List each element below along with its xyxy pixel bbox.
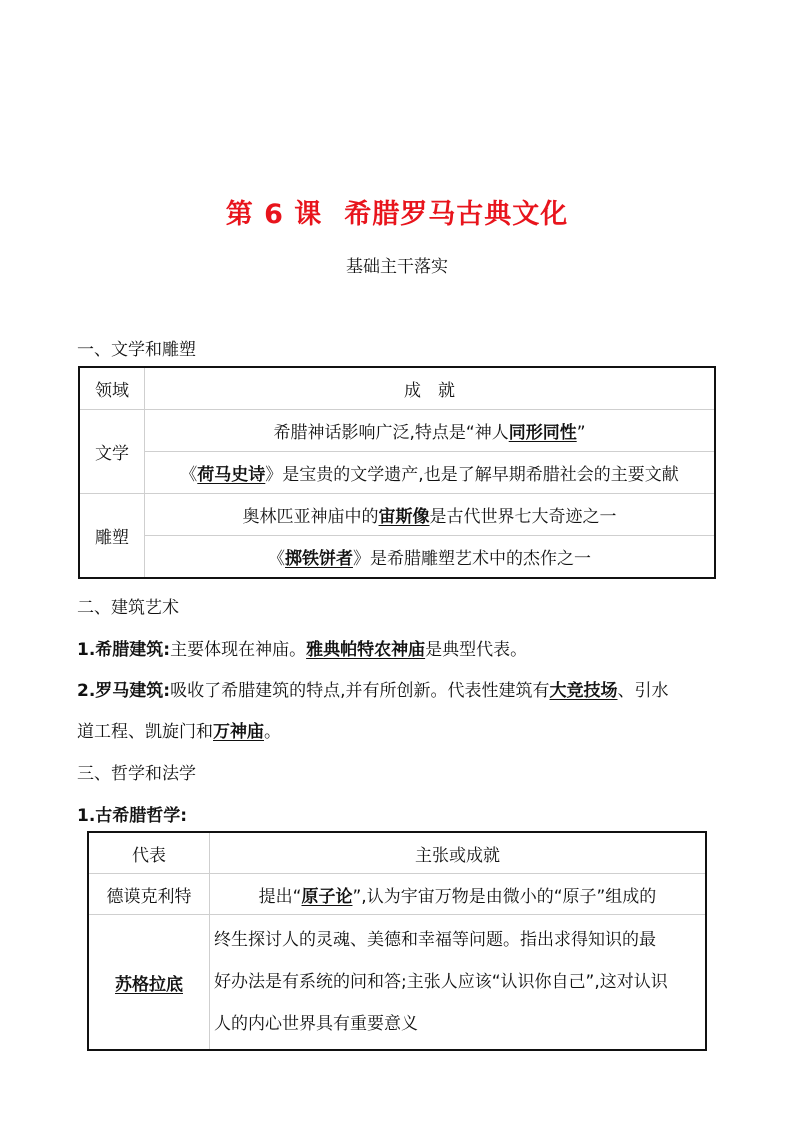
table-header-row xyxy=(79,367,715,410)
philosopher-idea: 终生探讨人的灵魂、美德和幸福等问题。指出求得知识的最 好办法是有系统的问和答;主张人应该“认识你自己”,这对认识 人的内心世界具有重要意义 xyxy=(210,915,707,1051)
greek-architecture-line: 1.希腊建筑:主要体现在神庙。雅典帕特农神庙是典型代表。 xyxy=(77,640,528,660)
table-header-row xyxy=(88,832,706,874)
section2-heading: 二、建筑艺术 xyxy=(77,598,179,618)
key-term: 大竞技场 xyxy=(549,681,618,701)
table-row xyxy=(88,874,706,915)
header-representative: 代表 xyxy=(88,832,210,874)
table-row xyxy=(79,452,715,494)
achievement-cell: 《掷铁饼者》是希腊雕塑艺术中的杰作之一 xyxy=(145,536,716,579)
philosopher-name: 苏格拉底 xyxy=(88,915,210,1051)
philosophy-table xyxy=(87,831,707,1051)
header-idea: 主张或成就 xyxy=(210,832,707,874)
key-term: 万神庙 xyxy=(213,722,264,742)
key-term: 掷铁饼者 xyxy=(285,549,353,569)
key-term: 宙斯像 xyxy=(378,507,430,527)
item-label: 2.罗马建筑: xyxy=(77,681,171,701)
section3-heading: 三、哲学和法学 xyxy=(77,764,196,784)
table-row xyxy=(79,410,715,452)
key-term: 雅典帕特农神庙 xyxy=(306,640,426,660)
lesson-name: 希腊罗马古典文化 xyxy=(344,199,569,230)
header-achievement: 成 就 xyxy=(145,367,716,410)
page-title xyxy=(0,192,794,231)
key-term: 原子论 xyxy=(301,886,353,907)
table-row xyxy=(88,915,706,1051)
lesson-number: 第 6 课 xyxy=(225,199,323,230)
table-row xyxy=(79,536,715,579)
field-literature: 文学 xyxy=(79,410,145,494)
table-row xyxy=(79,494,715,536)
field-sculpture: 雕塑 xyxy=(79,494,145,579)
section1-heading: 一、文学和雕塑 xyxy=(77,340,196,360)
philosopher-idea: 提出“原子论”,认为宇宙万物是由微小的“原子”组成的 xyxy=(210,874,707,915)
literature-sculpture-table xyxy=(78,366,716,579)
roman-architecture-line-2: 道工程、凯旋门和万神庙。 xyxy=(77,722,281,742)
item-label: 1.希腊建筑: xyxy=(77,640,171,660)
roman-architecture-line: 2.罗马建筑:吸收了希腊建筑的特点,并有所创新。代表性建筑有大竞技场、引水 xyxy=(77,681,669,701)
achievement-cell: 奥林匹亚神庙中的宙斯像是古代世界七大奇迹之一 xyxy=(145,494,716,536)
header-field: 领域 xyxy=(79,367,145,410)
page-subtitle: 基础主干落实 xyxy=(346,257,448,277)
key-term: 荷马史诗 xyxy=(197,465,266,485)
philosopher-name: 德谟克利特 xyxy=(88,874,210,915)
key-term: 同形同性 xyxy=(508,423,577,443)
achievement-cell: 希腊神话影响广泛,特点是“神人同形同性” xyxy=(145,410,716,452)
greek-philosophy-subheading: 1.古希腊哲学: xyxy=(77,806,188,826)
achievement-cell: 《荷马史诗》是宝贵的文学遗产,也是了解早期希腊社会的主要文献 xyxy=(145,452,716,494)
